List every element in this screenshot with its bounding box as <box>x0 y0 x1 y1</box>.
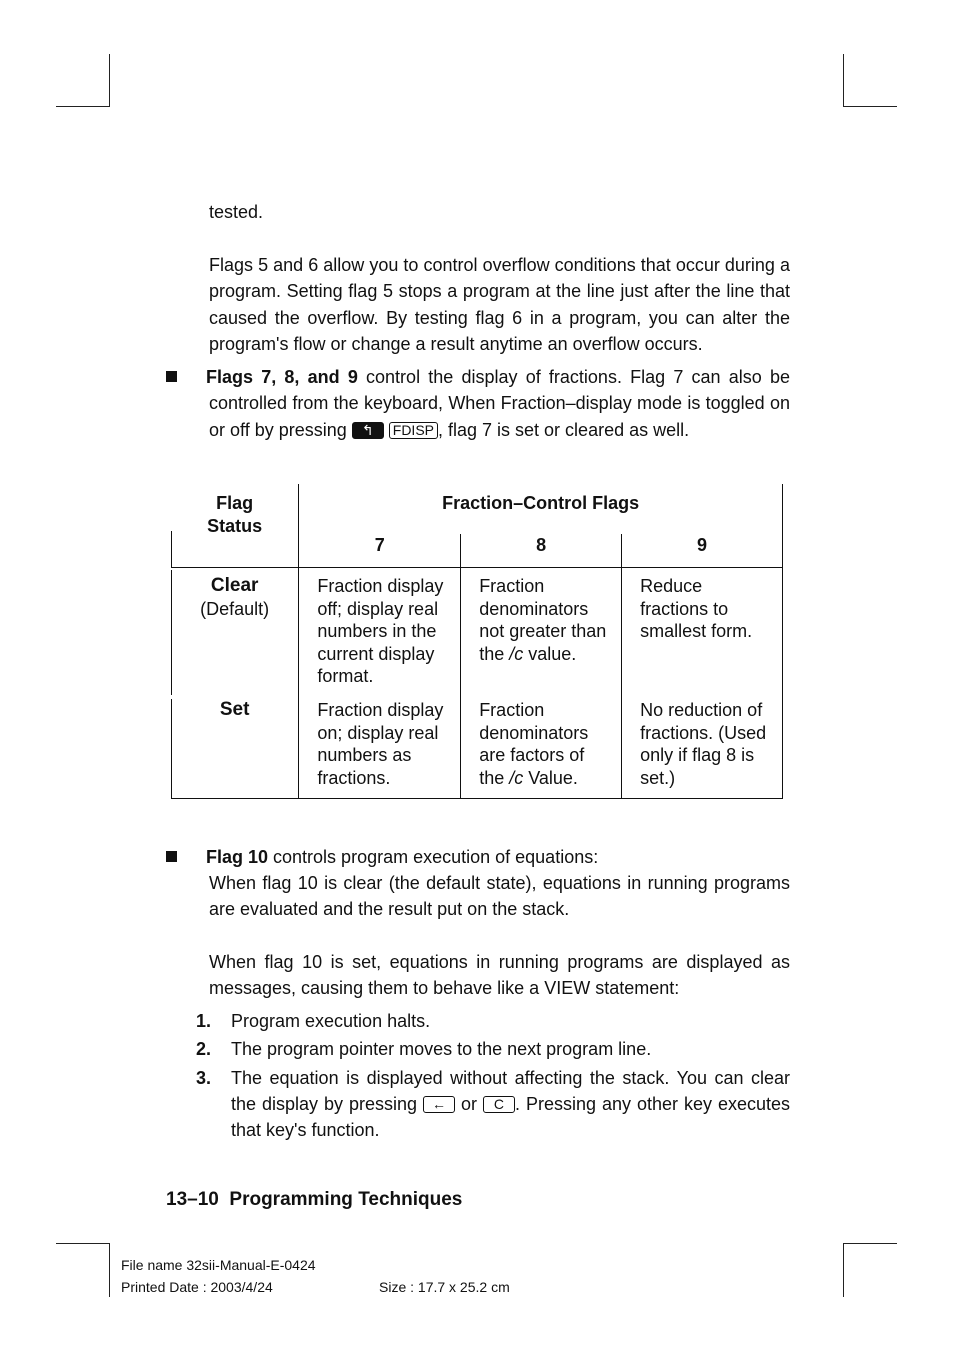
page-footer-title: 13–10 Programming Techniques <box>166 1189 463 1210</box>
list-item <box>196 1065 790 1144</box>
fraction-control-flags-table <box>171 484 783 799</box>
table-row <box>171 568 783 694</box>
crop-mark <box>109 54 110 106</box>
flags-5-6-paragraph: Flags 5 and 6 allow you to control overflow conditions that occur during a program. Setting flag 5 stops a program at the line just after the line that caused the overflow. By testing flag 6 in a program, you can alter the program's flow or change a result anytime an overflow occurs. <box>209 255 790 354</box>
fdisp-key: FDISP <box>389 422 438 439</box>
cell-flag7-clear: Fraction display off; display real numbers in the current display format. <box>299 568 461 694</box>
cell-slash-c: /c <box>509 767 524 788</box>
size-info: Size : 17.7 x 25.2 cm <box>379 1279 510 1295</box>
crop-mark <box>56 1243 110 1244</box>
flag-10-set-paragraph: When flag 10 is set, equations in running programs are displayed as messages, causing them to behave like a VIEW statement: <box>209 952 790 999</box>
status-cell-clear <box>171 568 299 694</box>
flags-7-8-9-text-b: , flag 7 is set or cleared as well. <box>438 419 690 440</box>
cell-text: Value. <box>523 767 578 788</box>
flag-10-heading: Flag 10 <box>206 847 269 867</box>
crop-mark <box>56 106 110 107</box>
cell-text: value. <box>523 643 577 664</box>
list-number: 3. <box>196 1067 212 1088</box>
cell-text: Fraction denominators not greater than the <box>479 576 607 664</box>
list-number: 1. <box>196 1011 212 1031</box>
bullet-square <box>166 371 177 382</box>
list-text: The equation is displayed without affecting the stack. You can clear the display by pressing <box>231 1067 790 1114</box>
crop-mark <box>843 54 844 106</box>
list-number: 2. <box>196 1039 212 1060</box>
crop-mark <box>843 1243 844 1297</box>
back-arrow-key-icon: ← <box>423 1096 455 1113</box>
list-text: The program pointer moves to the next program line. <box>231 1039 652 1060</box>
column-header-7: 7 <box>299 534 461 568</box>
list-item <box>196 1036 790 1062</box>
shift-left-key-icon: ↰ <box>352 422 384 439</box>
cell-flag8-set <box>461 693 622 799</box>
cell-flag9-set: No reduction of fractions. (Used only if flag 8 is set.) <box>622 693 783 799</box>
clear-key: C <box>483 1096 515 1113</box>
fraction-control-flags-header: Fraction–Control Flags <box>299 484 783 534</box>
flag-10-text: controls program execution of equations: <box>268 847 599 867</box>
flag-status-header-line1: Flag <box>216 493 254 513</box>
table-left-border <box>171 531 172 568</box>
crop-mark <box>843 1243 897 1244</box>
status-clear-label: Clear <box>210 575 259 596</box>
file-name-info: File name 32sii-Manual-E-0424 <box>121 1257 316 1273</box>
crop-mark <box>109 1243 110 1297</box>
text-tested: tested. <box>209 202 264 222</box>
list-text: Program execution halts. <box>231 1011 431 1031</box>
cell-flag7-set: Fraction display on; display real numbers as fractions. <box>299 693 461 799</box>
status-default-note: (Default) <box>200 598 270 619</box>
table-row <box>171 693 783 799</box>
printed-date-info: Printed Date : 2003/4/24 <box>121 1279 273 1295</box>
list-text: or <box>455 1093 483 1114</box>
status-cell-set <box>171 693 299 799</box>
flags-7-8-9-heading: Flags 7, 8, and 9 <box>206 367 358 387</box>
column-header-9: 9 <box>622 534 783 568</box>
flag-status-header <box>171 484 299 568</box>
list-item <box>196 1008 790 1034</box>
table-left-border <box>171 699 172 798</box>
flag-10-clear-paragraph: When flag 10 is clear (the default state), equations in running programs are evaluated and the result put on the stack. <box>209 873 790 920</box>
column-header-8: 8 <box>461 534 622 568</box>
cell-flag8-clear <box>461 568 622 694</box>
status-set-label: Set <box>219 699 250 720</box>
flags-7-8-9-text-a: control the display of fractions. Flag 7 can also be controlled from the keyboard, When Fraction–display mode is toggled on or off by pressing <box>209 367 791 440</box>
table-left-border <box>171 570 172 695</box>
flag-status-header-line2: Status <box>207 515 263 536</box>
cell-flag9-clear: Reduce fractions to smallest form. <box>622 568 783 694</box>
bullet-square <box>166 851 177 862</box>
crop-mark <box>843 106 897 107</box>
numbered-list <box>196 1008 790 1143</box>
cell-slash-c: /c <box>509 643 524 664</box>
list-text: . Pressing any other key executes that key's function. <box>231 1093 791 1141</box>
flags-7-8-9-paragraph <box>206 364 791 443</box>
flag-10-line <box>206 844 790 870</box>
cell-text: Fraction denominators are factors of the <box>479 700 589 788</box>
